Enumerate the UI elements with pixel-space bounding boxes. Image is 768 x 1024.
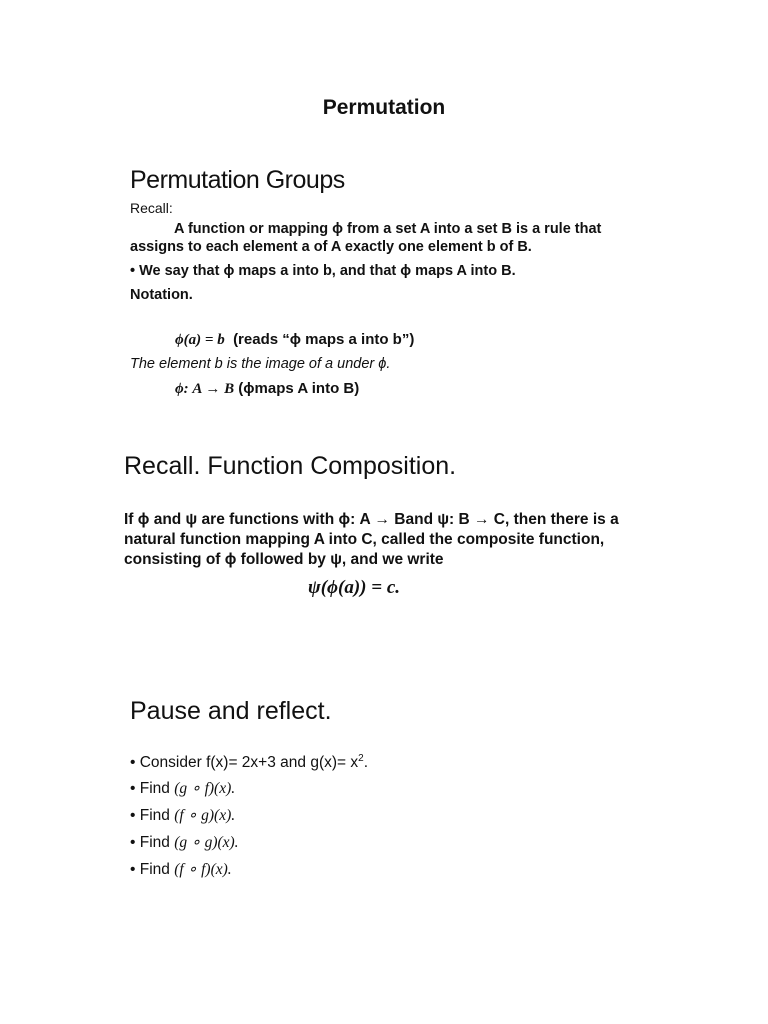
definition-line-1: A function or mapping ϕ from a set A into a set B is a rule that [174, 221, 602, 237]
find-label: • Find [130, 780, 175, 797]
bullet-maps-into: • We say that ϕ maps a into b, and that ϕ maps A into B. [130, 263, 516, 279]
formula-phi-maps-expression: ϕ: A → B [175, 381, 235, 397]
find-label: • Find [130, 807, 175, 824]
consider-end: . [363, 754, 369, 771]
find-label: • Find [130, 834, 175, 851]
definition-line-2: assigns to each element a of A exactly one element b of B. [130, 239, 532, 255]
composition-equation: ψ(ϕ(a)) = c. [308, 577, 401, 598]
composition-text-line-2: natural function mapping A into C, called the composite function, [124, 531, 605, 548]
consider-text: • Consider f(x)= 2x+3 and g(x)= x [130, 754, 359, 771]
formula-phi-a-equals-b-note: (reads “ϕ maps a into b”) [233, 331, 415, 348]
section-heading-pause-and-reflect: Pause and reflect. [130, 697, 332, 725]
image-definition-line: The element b is the image of a under ϕ. [130, 356, 391, 372]
section-heading-function-composition: Recall. Function Composition. [124, 452, 457, 480]
find-expression: (f ∘ f)(x). [174, 861, 232, 878]
find-expression: (g ∘ g)(x). [174, 834, 239, 851]
bullet-find-g-compose-f [130, 779, 235, 798]
find-expression: (g ∘ f)(x). [174, 780, 236, 797]
bullet-consider-functions [130, 753, 368, 772]
find-label: • Find [130, 861, 175, 878]
composition-text-line-3: consisting of ϕ followed by ψ, and we write [124, 551, 444, 568]
find-expression: (f ∘ g)(x). [174, 807, 236, 824]
bullet-find-g-compose-g [130, 833, 239, 852]
formula-phi-a-equals-b-expression: ϕ(a) = b [175, 332, 225, 348]
bullet-find-f-compose-g [130, 806, 235, 825]
notation-label: Notation. [130, 287, 193, 303]
document-title: Permutation [322, 96, 446, 119]
consider-exponent: 2 [358, 753, 364, 764]
recall-label: Recall: [130, 200, 173, 216]
section-heading-permutation-groups: Permutation Groups [130, 166, 345, 194]
formula-phi-maps-a-to-b [175, 380, 359, 398]
formula-phi-maps-note: (ϕmaps A into B) [238, 380, 360, 397]
formula-phi-a-equals-b [175, 331, 414, 349]
composition-text-line-1: If ϕ and ψ are functions with ϕ: A → Band ψ: B → C, then there is a [124, 511, 619, 528]
bullet-find-f-compose-f [130, 860, 232, 879]
